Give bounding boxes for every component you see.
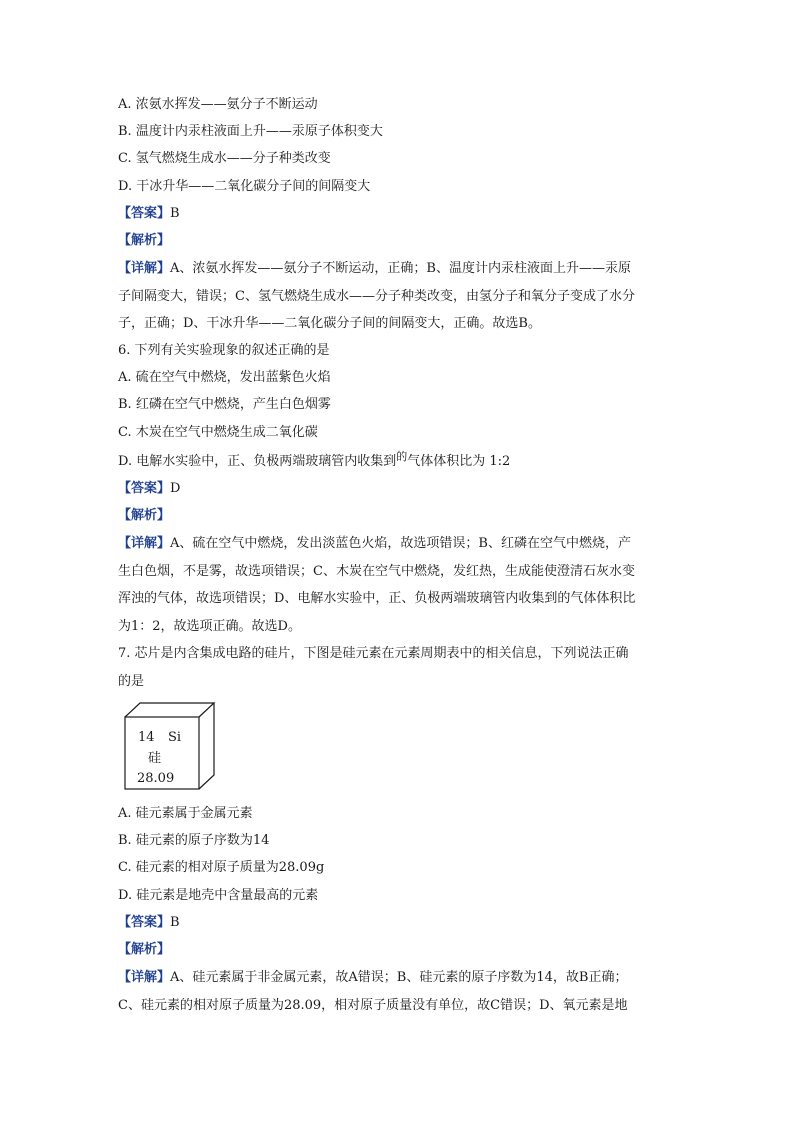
q6-option-a: A. 硫在空气中燃烧，发出蓝紫色火焰: [118, 370, 331, 385]
q5-option-b: B. 温度计内汞柱液面上升——汞原子体积变大: [118, 124, 383, 139]
q5-option-d: D. 干冰升华——二氧化碳分子间的间隔变大: [118, 179, 371, 194]
q6-option-b: B. 红磷在空气中燃烧，产生白色烟雾: [118, 397, 331, 412]
q5-detail-label: 【详解】: [118, 261, 171, 276]
q5-analysis-label: 【解析】: [118, 233, 171, 248]
q6-option-d: [118, 450, 511, 471]
q7-analysis-label: 【解析】: [118, 942, 171, 957]
q6-answer-label: 【答案】: [118, 481, 171, 496]
q6-detail: [118, 530, 678, 640]
silicon-element-cell: [124, 702, 216, 790]
q6-analysis-label: 【解析】: [118, 508, 171, 523]
element-symbol: Si: [168, 730, 182, 745]
q7-option-b: B. 硅元素的原子序数为14: [118, 833, 270, 848]
element-cell-side: [199, 703, 214, 789]
q7-option-d: D. 硅元素是地壳中含量最高的元素: [118, 888, 319, 903]
q7-detail-line: [118, 964, 678, 992]
q6-detail-line: 生白色烟，不是雾，故选项错误；C、木炭在空气中燃烧，发红热，生成能使澄清石灰水变: [118, 563, 635, 579]
q7-detail-line: C、硅元素的相对原子质量为28.09，相对原子质量没有单位，故C错误；D、氧元素是地: [118, 997, 628, 1013]
q5-option-c: C. 氢气燃烧生成水——分子种类改变: [118, 151, 331, 166]
q6-answer: [118, 480, 180, 498]
q6-detail-line: 浑浊的气体，故选项错误；D、电解水实验中，正、负极两端玻璃管内收集到的气体体积比: [118, 591, 636, 607]
q7-stem: [118, 640, 678, 695]
q5-detail-line: 子间隔变大，错误；C、氢气燃烧生成水——分子种类改变，由氢分子和氧分子变成了水分: [118, 288, 635, 304]
q7-detail-text: A、硅元素属于非金属元素，故A错误；B、硅元素的原子序数为14，故B正确；: [170, 970, 628, 985]
q6-option-d-part2: 气体体积比为 1:2: [407, 454, 511, 469]
q7-stem-line: 的是: [118, 673, 145, 689]
q6-stem: 6. 下列有关实验现象的叙述正确的是: [118, 343, 330, 358]
q6-option-d-part1: D. 电解水实验中，正、负极两端玻璃管内收集到: [118, 454, 397, 469]
q7-answer: [118, 914, 180, 932]
q6-answer-value: D: [170, 481, 181, 496]
q5-detail: [118, 255, 678, 338]
element-mass: 28.09: [137, 771, 175, 786]
q5-detail-text: A、浓氨水挥发——氨分子不断运动，正确；B、温度计内汞柱液面上升——汞原: [170, 261, 631, 276]
q6-detail-text: A、硫在空气中燃烧，发出淡蓝色火焰，故选项错误；B、红磷在空气中燃烧，产: [170, 536, 631, 551]
q5-option-a: A. 浓氨水挥发——氨分子不断运动: [118, 97, 318, 112]
q5-detail-line: [118, 255, 678, 283]
q6-detail-line: 为1：2，故选项正确。故选D。: [118, 618, 301, 634]
element-cell-top: [125, 703, 214, 717]
q7-answer-value: B: [170, 915, 180, 930]
q7-detail-label: 【详解】: [118, 970, 171, 985]
q5-answer: [118, 205, 180, 223]
q6-option-d-sup: 的: [396, 450, 408, 463]
q7-option-c: C. 硅元素的相对原子质量为28.09g: [118, 860, 325, 875]
q5-answer-value: B: [170, 206, 180, 221]
q7-stem-line: 7. 芯片是内含集成电路的硅片，下图是硅元素在元素周期表中的相关信息，下列说法正确: [118, 646, 629, 661]
q6-detail-line: [118, 530, 678, 558]
q5-detail-line: 子，正确；D、干冰升华——二氧化碳分子间的间隔变大，正确。故选B。: [118, 316, 541, 332]
q6-detail-label: 【详解】: [118, 536, 171, 551]
q5-answer-label: 【答案】: [118, 206, 171, 221]
q7-option-a: A. 硅元素属于金属元素: [118, 806, 253, 821]
q6-option-c: C. 木炭在空气中燃烧生成二氧化碳: [118, 425, 318, 440]
q7-detail: [118, 964, 678, 1019]
element-name: 硅: [148, 751, 162, 766]
element-number: 14: [138, 730, 155, 745]
q7-answer-label: 【答案】: [118, 915, 171, 930]
